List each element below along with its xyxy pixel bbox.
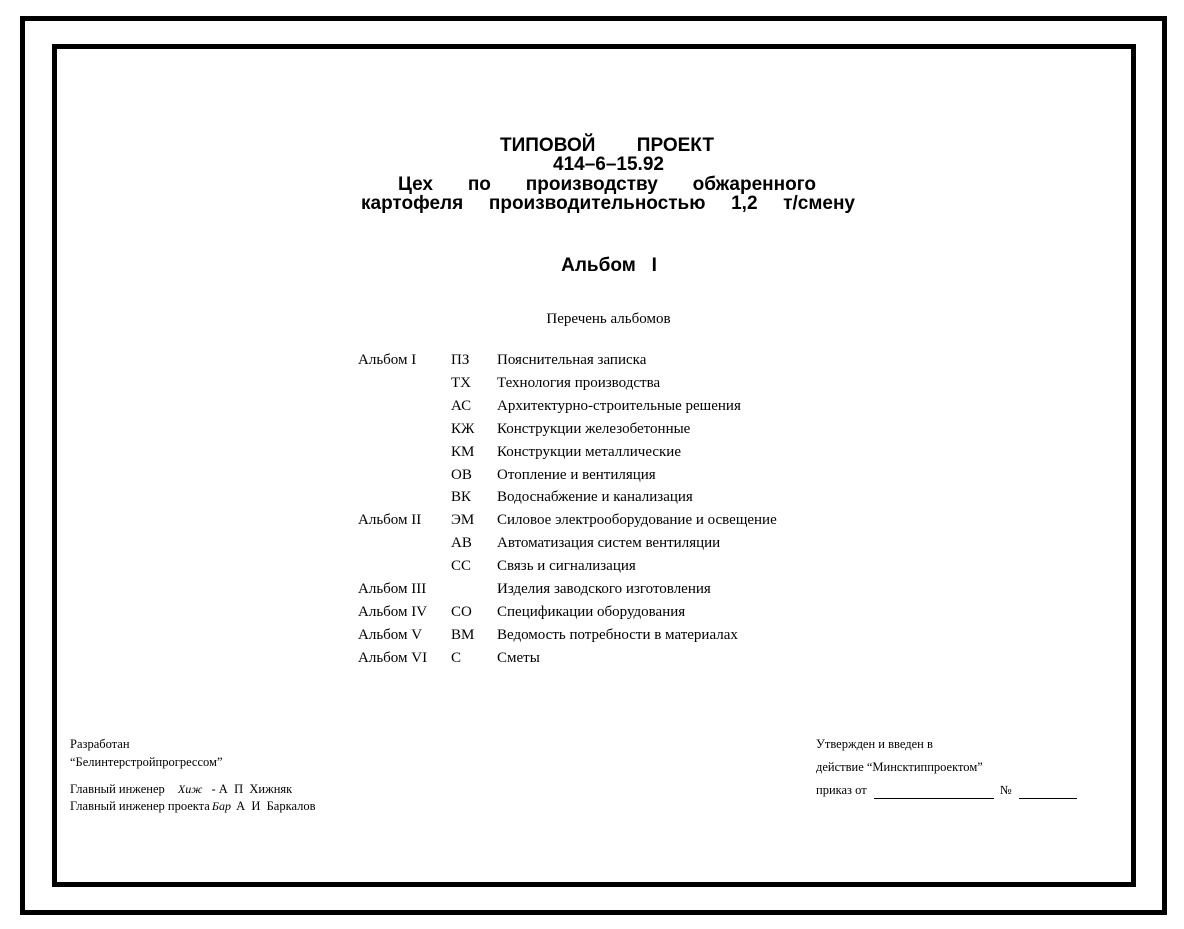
subtitle-word: т/смену <box>783 193 855 214</box>
section-code: СС <box>451 558 472 575</box>
subtitle-line-2 <box>361 194 855 213</box>
chief-engineer-name: - А П Хижняк <box>211 782 293 796</box>
album-label: Альбом V <box>358 626 423 643</box>
project-engineer-label: Главный инженер проекта <box>70 799 210 813</box>
section-description: Водоснабжение и канализация <box>497 489 693 506</box>
approval-line-1: Утвержден и введен в <box>816 737 933 751</box>
order-number-blank <box>1019 783 1077 799</box>
number-label: № <box>999 783 1012 797</box>
developer-org: “Белинтерстройпрогрессом” <box>70 755 223 769</box>
approval-line-2: действие “Минсктиппроектом” <box>816 760 983 774</box>
chief-engineer-row <box>70 782 292 797</box>
subtitle-word: производству <box>525 174 658 195</box>
section-code: КЖ <box>451 420 475 437</box>
project-engineer-row <box>70 799 316 814</box>
album-label: Альбом VI <box>358 649 428 666</box>
project-engineer-signature: Бар <box>211 799 231 813</box>
section-description: Ведомость потребности в материалах <box>497 626 738 643</box>
section-description: Пояснительная записка <box>497 352 647 368</box>
project-number: 414–6–15.92 <box>553 154 664 175</box>
order-label: приказ от <box>816 783 867 797</box>
title-word: ПРОЕКТ <box>636 135 714 156</box>
section-description: Отопление и вентиляция <box>497 466 656 483</box>
section-code: ОВ <box>451 466 472 483</box>
section-description: Спецификации оборудования <box>497 603 686 620</box>
section-code: АС <box>451 397 472 414</box>
section-code: ТХ <box>451 374 471 391</box>
subtitle-word: по <box>467 174 491 195</box>
section-code: ПЗ <box>451 352 470 368</box>
subtitle-word: производительностью <box>488 193 706 214</box>
section-description: Технология производства <box>497 374 661 391</box>
subtitle-line-1 <box>398 175 816 194</box>
order-date-blank <box>874 783 994 799</box>
section-description: Конструкции железобетонные <box>497 420 691 437</box>
section-description: Архитектурно-строительные решения <box>497 397 741 414</box>
section-description: Автоматизация систем вентиляции <box>497 535 721 552</box>
section-description: Силовое электрооборудование и освещение <box>497 512 777 529</box>
album-label: Альбом III <box>358 581 427 597</box>
subtitle-word: обжаренного <box>692 174 817 195</box>
developer-label: Разработан <box>70 737 130 751</box>
section-code: ЭМ <box>451 512 475 529</box>
album-label: Альбом IV <box>358 603 428 620</box>
chief-engineer-signature: Хиж <box>177 782 203 796</box>
section-code: С <box>451 649 462 666</box>
album-label: Альбом I <box>358 352 417 368</box>
title-word: ТИПОВОЙ <box>500 135 596 156</box>
section-code: СО <box>451 603 472 620</box>
section-description: Конструкции металлические <box>497 443 681 460</box>
section-code: КМ <box>451 443 475 460</box>
section-code: ВМ <box>451 626 475 643</box>
chief-engineer-label: Главный инженер <box>70 782 165 796</box>
section-description: Изделия заводского изготовления <box>497 581 711 597</box>
project-title <box>500 136 714 155</box>
subtitle-word: картофеля <box>361 193 464 214</box>
order-row <box>816 783 1077 799</box>
project-engineer-name: А И Баркалов <box>236 799 316 813</box>
subtitle-word: Цех <box>398 174 433 195</box>
album-title: Альбом I <box>561 255 657 276</box>
album-label: Альбом II <box>358 512 422 529</box>
section-description: Связь и сигнализация <box>497 558 636 575</box>
section-description: Сметы <box>497 649 540 666</box>
section-code: ВК <box>451 489 472 506</box>
section-code: АВ <box>451 535 472 552</box>
subtitle-word: 1,2 <box>731 193 758 214</box>
list-heading: Перечень альбомов <box>546 311 671 327</box>
